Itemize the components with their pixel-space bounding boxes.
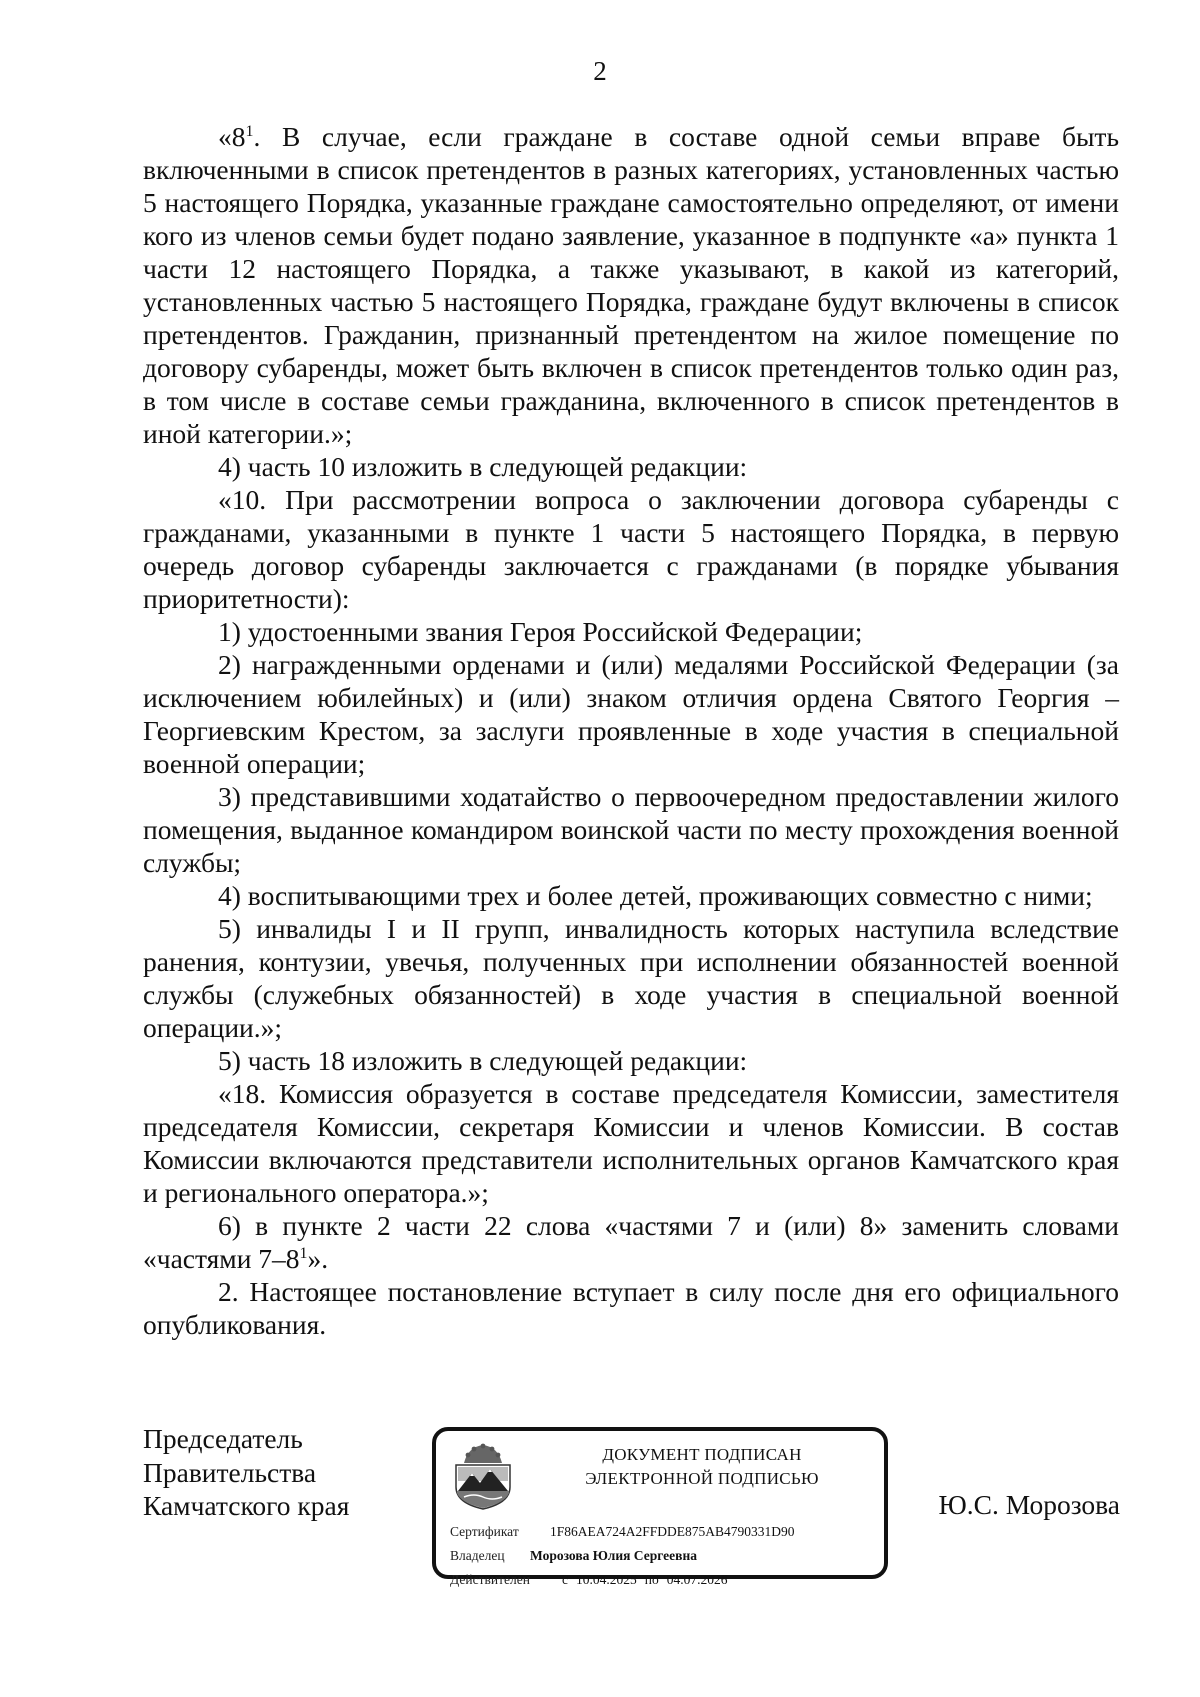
page-number: 2 bbox=[593, 56, 607, 86]
superscript: 1 bbox=[299, 1245, 308, 1262]
paragraph: 6) в пункте 2 части 22 слова «частями 7 и (или) 8» заменить словами «частями $7-8^1$». bbox=[143, 1210, 1119, 1274]
valid-to-date: 04.07.2026 bbox=[666, 1572, 728, 1587]
valid-to-label: по bbox=[644, 1572, 659, 1587]
paragraph: 4) часть 10 изложить в следующей редакции: bbox=[218, 451, 748, 482]
certificate-value: 1F86AEA724A2FFDDE875AB4790331D90 bbox=[550, 1524, 795, 1539]
stamp-title-line: ЭЛЕКТРОННОЙ ПОДПИСЬЮ bbox=[585, 1469, 819, 1488]
paragraph: «10. При рассмотрении вопроса о заключении договора субаренды с гражданами, указанными в пункте 1 части 5 настоящего Порядка, в первую очередь договор субаренды заключается с гражданами (в порядке убывания приоритетности): bbox=[143, 484, 1119, 614]
stamp-title-line: ДОКУМЕНТ ПОДПИСАН bbox=[602, 1445, 802, 1464]
valid-from-label: с bbox=[562, 1572, 568, 1587]
paragraph: «$8^1$. В случае, если граждане в составе одной семьи вправе быть включенными в список претендентов в разных категориях, установленных частью 5 настоящего Порядка, указанные граждане самостоятельно определяют, от имени кого из членов семьи будет подано заявление, указанное в подпункте «а» пункта 1 части 12 настоящего Порядка, а также указывают, в какой из категорий, установленных частью 5 настоящего Порядка, граждане будут включены в список претендентов. Гражданин, признанный претендентом на жилое помещение по договору субаренды, может быть включен в список претендентов только один раз, в том числе в составе семьи гражданина, включенного в список претендентов в иной категории.»; bbox=[143, 121, 1119, 449]
position-line: Правительства bbox=[143, 1456, 317, 1488]
owner-label: Владелец bbox=[450, 1548, 505, 1563]
superscript: 1 bbox=[245, 123, 254, 140]
kamchatka-emblem-icon bbox=[450, 1441, 516, 1511]
paragraph: 2) награжденными орденами и (или) медалями Российской Федерации (за исключением юбилейных) и (или) знаком отличия ордена Святого Георгия – Георгиевским Крестом, за заслуги проявленные в ходе участия в специальной военной операции; bbox=[143, 649, 1119, 779]
paragraph: 5) часть 18 изложить в следующей редакции: bbox=[218, 1045, 748, 1076]
valid-from-date: 10.04.2025 bbox=[576, 1572, 637, 1587]
signatory-name: Ю.С. Морозова bbox=[938, 1489, 1120, 1520]
position-line: Камчатского края bbox=[143, 1490, 350, 1521]
owner-value: Морозова Юлия Сергеевна bbox=[530, 1548, 697, 1563]
paragraph: 4) воспитывающими трех и более детей, проживающих совместно с ними; bbox=[218, 880, 1093, 911]
paragraph: 1) удостоенными звания Героя Российской Федерации; bbox=[218, 616, 863, 647]
electronic-signature-stamp bbox=[432, 1427, 888, 1587]
validity-row bbox=[450, 1571, 727, 1589]
paragraph: «18. Комиссия образуется в составе председателя Комиссии, заместителя председателя Комиссии, секретаря Комиссии и членов Комиссии. В состав Комиссии включаются представители исполнительных органов Камчатского края и регионального оператора.»; bbox=[143, 1078, 1119, 1208]
paragraph: 2. Настоящее постановление вступает в силу после дня его официального опубликования. bbox=[143, 1276, 1119, 1340]
paragraph: 5) инвалиды I и II групп, инвалидность которых наступила вследствие ранения, контузии, увечья, полученных при исполнении обязанностей военной службы (служебных обязанностей) в ходе участия в специальной военной операции.»; bbox=[143, 913, 1119, 1043]
paragraph: 3) представившими ходатайство о первоочередном предоставлении жилого помещения, выданное командиром воинской части по месту прохождения военной службы; bbox=[143, 781, 1119, 878]
certificate-label: Сертификат bbox=[450, 1524, 519, 1539]
stamp-title bbox=[532, 1443, 872, 1491]
position-line: Председатель bbox=[143, 1423, 303, 1454]
signatory-position bbox=[143, 1422, 349, 1523]
certificate-row bbox=[450, 1523, 795, 1541]
owner-row bbox=[450, 1547, 697, 1565]
validity-label: Действителен bbox=[450, 1572, 530, 1587]
document-body bbox=[143, 120, 1119, 1341]
